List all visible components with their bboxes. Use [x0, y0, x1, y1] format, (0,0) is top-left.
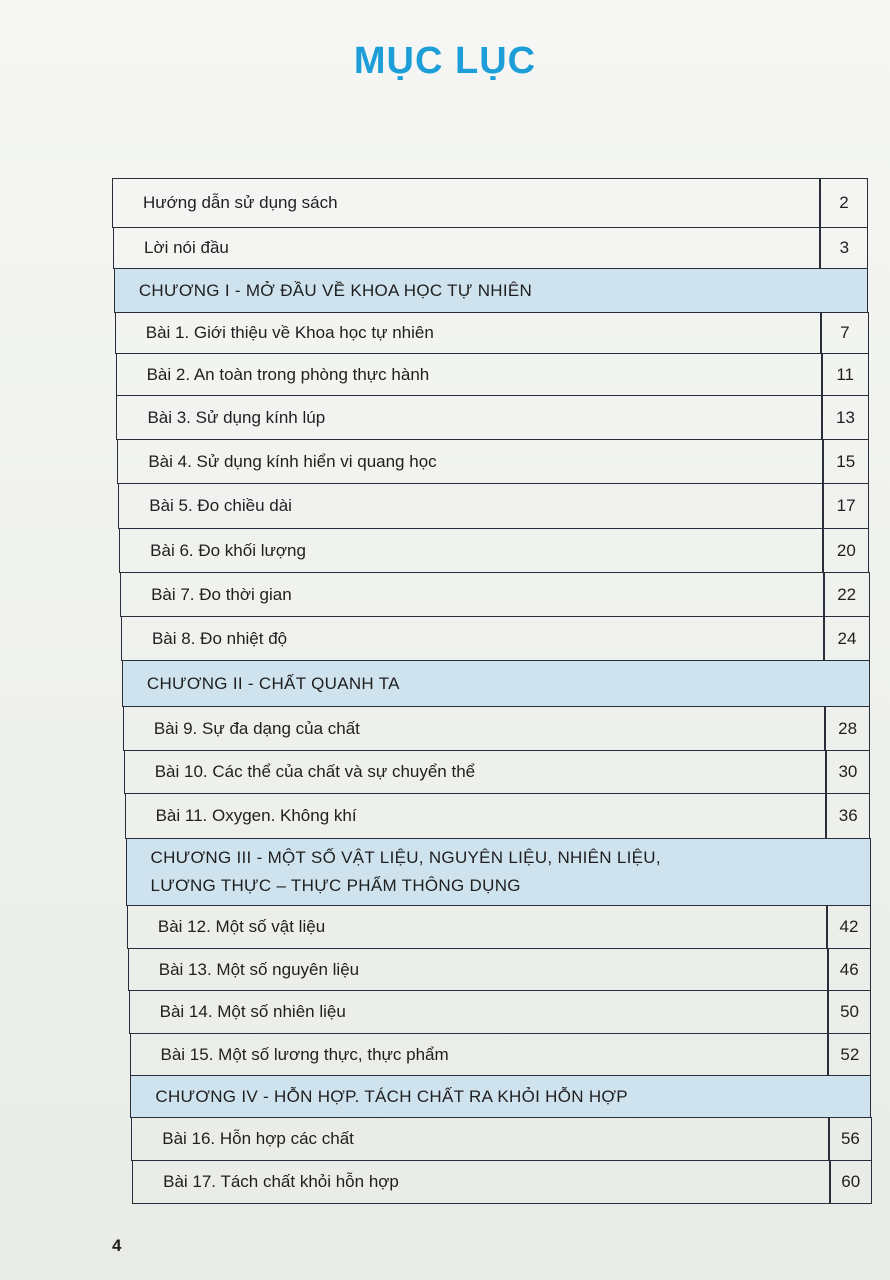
entry-page-number: 56 [829, 1117, 872, 1161]
entry-title: Bài 2. An toàn trong phòng thực hành [146, 364, 430, 384]
toc-chapter-row [126, 838, 871, 906]
entry-page-number: 15 [823, 439, 869, 484]
entry-page-number: 3 [820, 227, 868, 269]
chapter-title: CHƯƠNG II - CHẤT QUANH TA [146, 673, 400, 693]
entry-page-number: 7 [821, 312, 868, 354]
entry-title: Bài 16. Hỗn hợp các chất [162, 1129, 354, 1148]
toc-entry-row [116, 395, 822, 440]
entry-page-number: 42 [827, 905, 871, 949]
entry-page-number: 30 [826, 750, 871, 794]
chapter-title: CHƯƠNG I - MỞ ĐẦU VỀ KHOA HỌC TỰ NHIÊN [138, 280, 533, 300]
toc-entry-row [128, 948, 828, 991]
entry-title: Bài 10. Các thể của chất và sự chuyển thể [154, 762, 476, 781]
toc-entry-row [129, 990, 828, 1034]
entry-title: Bài 17. Tách chất khỏi hỗn hợp [163, 1172, 399, 1191]
toc-entry-row [119, 528, 823, 573]
toc-entry-row [113, 227, 820, 269]
entry-title: Bài 5. Đo chiều dài [149, 496, 292, 515]
toc-entry-row [118, 483, 823, 529]
entry-title: Bài 7. Đo thời gian [151, 584, 292, 604]
entry-title: Bài 14. Một số nhiên liệu [159, 1002, 346, 1021]
page-title: MỤC LỤC [353, 40, 537, 82]
entry-title: Bài 9. Sự đa dạng của chất [153, 718, 360, 738]
entry-page-number: 28 [825, 706, 870, 751]
toc-entry-row [130, 1033, 829, 1076]
entry-title: Bài 6. Đo khối lượng [150, 540, 306, 560]
entry-page-number: 46 [828, 948, 871, 991]
entry-title: Bài 4. Sử dụng kính hiển vi quang học [148, 451, 437, 471]
toc-chapter-row [130, 1075, 871, 1118]
entry-page-number: 60 [830, 1160, 872, 1204]
toc-entry-row [120, 572, 824, 617]
chapter-title-line: LƯƠNG THỰC – THỰC PHẨM THÔNG DỤNG [150, 876, 521, 895]
entry-title: Bài 3. Sử dụng kính lúp [147, 407, 326, 427]
entry-title: Bài 1. Giới thiệu về Khoa học tự nhiên [145, 323, 434, 342]
entry-title: Hướng dẫn sử dụng sách [143, 193, 338, 212]
entry-page-number: 22 [824, 572, 870, 617]
toc-entry-row [125, 793, 826, 839]
entry-title: Lời nói đầu [144, 238, 229, 257]
toc-entry-row [123, 706, 825, 751]
toc-entry-row [127, 905, 827, 949]
toc-entry-row [124, 750, 826, 794]
entry-page-number: 36 [826, 793, 870, 839]
entry-page-number: 13 [822, 395, 869, 440]
entry-page-number: 17 [823, 483, 869, 529]
entry-title: Bài 12. Một số vật liệu [157, 917, 326, 936]
entry-page-number: 2 [820, 178, 868, 228]
chapter-title [127, 844, 661, 900]
toc-entry-row [112, 178, 820, 228]
page-number: 4 [112, 1236, 122, 1255]
entry-page-number: 52 [828, 1033, 871, 1076]
entry-page-number: 24 [824, 616, 869, 661]
entry-title: Bài 11. Oxygen. Không khí [155, 806, 357, 825]
toc-chapter-row [114, 268, 869, 313]
entry-title: Bài 8. Đo nhiệt độ [151, 628, 288, 648]
entry-page-number: 50 [828, 990, 871, 1034]
entry-page-number: 20 [823, 528, 869, 573]
chapter-title-line: CHƯƠNG III - MỘT SỐ VẬT LIỆU, NGUYÊN LIỆU, NHIÊN LIỆU, [150, 848, 661, 867]
toc-entry-row [117, 439, 822, 484]
chapter-title: CHƯƠNG IV - HỖN HỢP. TÁCH CHẤT RA KHỎI HỖN HỢP [155, 1086, 628, 1106]
toc-entry-row [115, 312, 822, 354]
toc-entry-row [121, 616, 824, 661]
entry-page-number: 11 [822, 353, 869, 396]
toc-chapter-row [122, 660, 870, 707]
entry-title: Bài 13. Một số nguyên liệu [158, 959, 360, 979]
entry-title: Bài 15. Một số lương thực, thực phẩm [160, 1044, 449, 1064]
toc-entry-row [116, 353, 822, 396]
toc-entry-row [132, 1160, 829, 1204]
toc-entry-row [131, 1117, 829, 1161]
